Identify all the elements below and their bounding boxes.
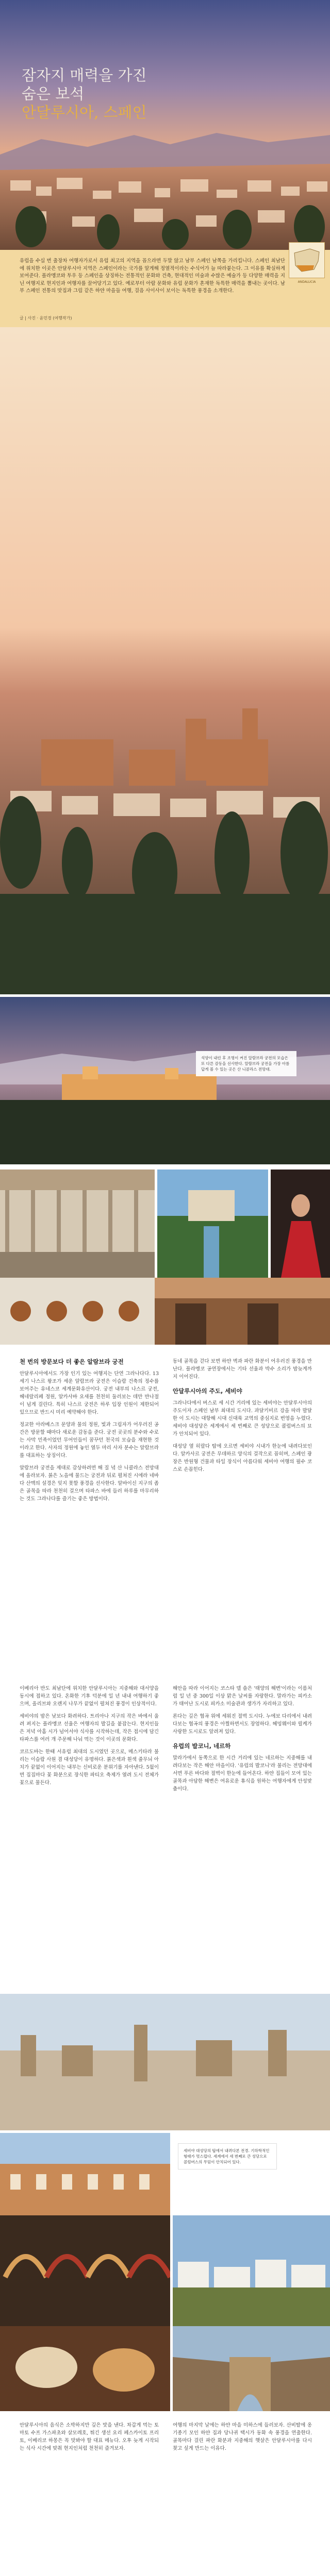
article-column-right <box>173 1358 312 1478</box>
hero-title <box>22 66 218 122</box>
bottom-right-body <box>173 2421 312 2452</box>
photo-tiles <box>0 1278 155 1345</box>
paragraph: 알람브라 궁전을 제대로 감상하려면 해 질 녘 산 니콜라스 전망대에 올라보자. 붉은 노을에 물드는 궁전과 뒤로 펼쳐진 시에라 네바다 산맥의 설경은 잊지 못할 풍경을 선사한다. 알바이신 지구의 좁은 골목을 따라 천천히 걸으며 타파스 바에 들러 하루를 마무리하는 것도 그라나다를 즐기는 좋은 방법이다. <box>20 1465 159 1502</box>
photo-court-of-lions <box>0 1170 155 1278</box>
paragraph: 그라나다에서 버스로 세 시간 거리에 있는 세비야는 안달루시아의 주도이자 스페인 남부 최대의 도시다. 과달키비르 강을 따라 발달한 이 도시는 대항해 시대 신대륙 교역의 중심지로 번영을 누렸다. 세비야 대성당은 세계에서 세 번째로 큰 성당으로 콜럼버스의 묘가 안치되어 있다. <box>173 1400 312 1437</box>
column-right-intro <box>173 1358 312 1381</box>
article2-right-body-2 <box>173 1754 312 1793</box>
photo-alhambra-night <box>0 997 330 1164</box>
bottom-left-body <box>20 2421 159 2452</box>
photo-albaicin-street <box>155 1278 330 1345</box>
photo-flamenco <box>271 1170 330 1278</box>
bottom-column-right <box>173 2421 312 2457</box>
bottom-column-left <box>20 2421 159 2457</box>
paragraph: 해안을 따라 이어지는 코스타 델 솔은 '태양의 해변'이라는 이름처럼 일 년 중 300일 이상 맑은 날씨를 자랑한다. 말라가는 피카소가 태어난 도시로 피카소 미술관과 생가가 자리하고 있다. <box>173 1686 312 1707</box>
paragraph: 여행의 마지막 날에는 하얀 마을 미하스에 들러보자. 산비탈에 옹기종기 모인 하얀 집과 당나귀 택시가 동화 속 풍경을 연출한다. 골목마다 걸린 파란 화분과 지중해의 햇살은 안달루시아를 다시 찾고 싶게 만드는 이유다. <box>173 2422 312 2451</box>
intro-text: 유럽을 수십 번 출장차 여행자가로서 유럽 최고의 지역을 꼽으라면 두말 않고 남부 스페인 남쪽을 가리킵니다. 스페인 최남단에 위치한 이곳은 안달루시아 지역은 스페인이라는 국가를 알게해 정열적이라는 수식어가 늘 따라붙는다. 그 이유를 확실하게 보여준다. 플라멩코와 투우 등 스페인을 상징하는 전통적인 문화와 건축, 현대적인 미술과 수많은 예술가 등 다양한 매력을 지닌 여행지로 현지인과 여행자를 끌어당기고 있다. 예로부터 아랍 문화와 유럽 문화가 혼재한 독특한 매력을 뽐내는 곳이다. 남부 스페인 전통의 맛집과 그림 같은 하얀 마을들 여행, 걸음 사이사이 보이는 독특한 풍경을 소개한다. <box>20 258 285 294</box>
paragraph: 코르도바는 한때 서유럽 최대의 도시였던 곳으로, 메스키타라 불리는 이슬람 사원 겸 대성당이 유명하다. 붉은색과 흰색 줄무늬 아치가 끝없이 이어지는 내부는 신비로운 분위기를 자아낸다. 5월이면 집집마다 꽃 화분으로 장식한 파티오 축제가 열려 도시 전체가 꽃으로 물든다. <box>20 1749 159 1786</box>
caption-sevilla-cathedral: 세비야 대성당의 탑에서 내려다본 전경. 기하학적인 형태가 멋스럽다. 세계에서 세 번째로 큰 성당으로 콜럼버스의 무덤이 안치되어 있다. <box>178 2143 277 2170</box>
heading-alhambra: 천 번의 방문보다 더 좋은 알람브라 궁전 <box>20 1358 124 1365</box>
paragraph: 대성당 옆 히랄다 탑에 오르면 세비야 시내가 한눈에 내려다보인다. 알카사르 궁전은 무데하르 양식의 걸작으로 꼽히며, 스페인 광장은 반원형 건물과 타일 장식이 아름다워 세비야 여행의 필수 코스로 손꼽힌다. <box>173 1444 312 1472</box>
photo-ronda-bridge <box>173 2326 330 2411</box>
paragraph: 정교한 아라베스크 문양과 물의 정원, 빛과 그림자가 어우러진 공간은 방문할 때마다 새로운 감동을 준다. 궁전 곳곳의 분수와 수로는 사막 민족이었던 무어인들이 꿈꾸던 천국의 모습을 재현한 것이라고 한다. 사자의 정원에 놓인 열두 마리 사자 분수는 알람브라를 대표하는 상징이다. <box>20 1422 159 1459</box>
paragraph: 이베리아 반도 최남단에 위치한 안달루시아는 지중해와 대서양을 동시에 접하고 있다. 온화한 기후 덕분에 일 년 내내 여행하기 좋으며, 올리브와 오렌지 나무가 끝없이 펼쳐진 풍경이 인상적이다. <box>20 1686 159 1707</box>
hero-photo-granada <box>0 0 330 250</box>
map-inset <box>289 242 325 284</box>
paragraph: 동네 골목을 걷다 보면 하얀 벽과 파란 화분이 어우러진 풍경을 만난다. 플라멩코 공연장에서는 기타 선율과 박수 소리가 밤늦게까지 이어진다. <box>173 1359 312 1380</box>
map-label: ANDALUCIA <box>298 280 316 284</box>
column-right-body <box>173 1399 312 1473</box>
photo-mezquita-arches <box>0 2215 170 2326</box>
photo-white-village <box>173 2215 330 2326</box>
photo-sevilla-cathedral-view <box>0 1994 330 2130</box>
hero-title-line-1: 잠자지 매력을 가진 <box>22 66 147 84</box>
paragraph: 세비야의 밤은 낮보다 화려하다. 트리아나 지구의 작은 바에서 울려 퍼지는 플라멩코 선율은 여행자의 발길을 붙잡는다. 현지인들은 저녁 아홉 시가 넘어서야 식사를 시작하는데, 작은 접시에 담긴 타파스를 여러 개 주문해 나눠 먹는 것이 이곳의 문화다. <box>20 1714 159 1742</box>
caption-alhambra-night: 석양이 내린 후 조명이 켜진 알람브라 궁전의 모습은 또 다른 감동을 선사한다. 알람브라 궁전을 가장 아름답게 볼 수 있는 곳은 산 니콜라스 전망대. <box>196 1051 296 1076</box>
paragraph: 안달루시아의 음식은 소박하지만 깊은 맛을 낸다. 차갑게 먹는 토마토 수프 가스파초와 살모레호, 튀긴 생선 요리 페스카이토 프리토, 이베리코 하몽은 꼭 맛봐야 할 대표 메뉴다. 오후 늦게 시작되는 식사 시간에 맞춰 현지인처럼 천천히 즐겨보자. <box>20 2422 159 2451</box>
hero-title-line-2: 숨은 보석 <box>22 85 85 103</box>
article-column-left <box>20 1358 159 1507</box>
heading-sevilla: 안달루시아의 주도, 세비야 <box>173 1387 242 1395</box>
intro-credit: 글 | 사진 · 윤민경 (여행작가) <box>20 316 72 320</box>
paragraph: 말라가에서 동쪽으로 한 시간 거리에 있는 네르하는 지중해를 내려다보는 작은 해안 마을이다. '유럽의 발코니'라 불리는 전망대에 서면 푸른 바다와 절벽이 한눈에 들어온다. 하얀 집들이 모여 있는 골목과 아담한 해변은 여유로운 휴식을 원하는 여행자에게 안성맞춤이다. <box>173 1755 312 1792</box>
photo-tapas <box>0 2326 170 2411</box>
photo-generalife-garden <box>157 1170 268 1278</box>
paragraph: 론다는 깊은 협곡 위에 세워진 절벽 도시다. 누에보 다리에서 내려다보는 협곡의 풍경은 아찔하면서도 장엄하다. 헤밍웨이와 릴케가 사랑한 도시로도 알려져 있다. <box>173 1714 312 1735</box>
article2-left-body <box>20 1685 159 1787</box>
article2-right-body <box>173 1685 312 1736</box>
heading-nerja: 유럽의 발코니, 네르하 <box>173 1742 231 1750</box>
article2-column-right <box>173 1685 312 1798</box>
spain-map-icon <box>289 243 324 278</box>
hero-title-line-3: 안달루시아, 스페인 <box>22 104 147 121</box>
column-left-body <box>20 1370 159 1503</box>
photo-plaza-espana <box>0 2133 170 2215</box>
photo-castle-dusk <box>0 327 330 994</box>
article2-column-left <box>20 1685 159 1791</box>
paragraph: 안달루시아에서도 가장 인기 있는 여행지는 단연 그라나다다. 13세기 나스르 왕조가 세운 알람브라 궁전은 이슬람 건축의 정수를 보여주는 유네스코 세계문화유산이다. 궁전 내부의 나스르 궁전, 헤네랄리페 정원, 알카사바 요새를 천천히 둘러보는 데만 반나절이 넘게 걸린다. 특히 나스르 궁전은 하루 입장 인원이 제한되어 있으므로 반드시 미리 예약해야 한다. <box>20 1371 159 1415</box>
